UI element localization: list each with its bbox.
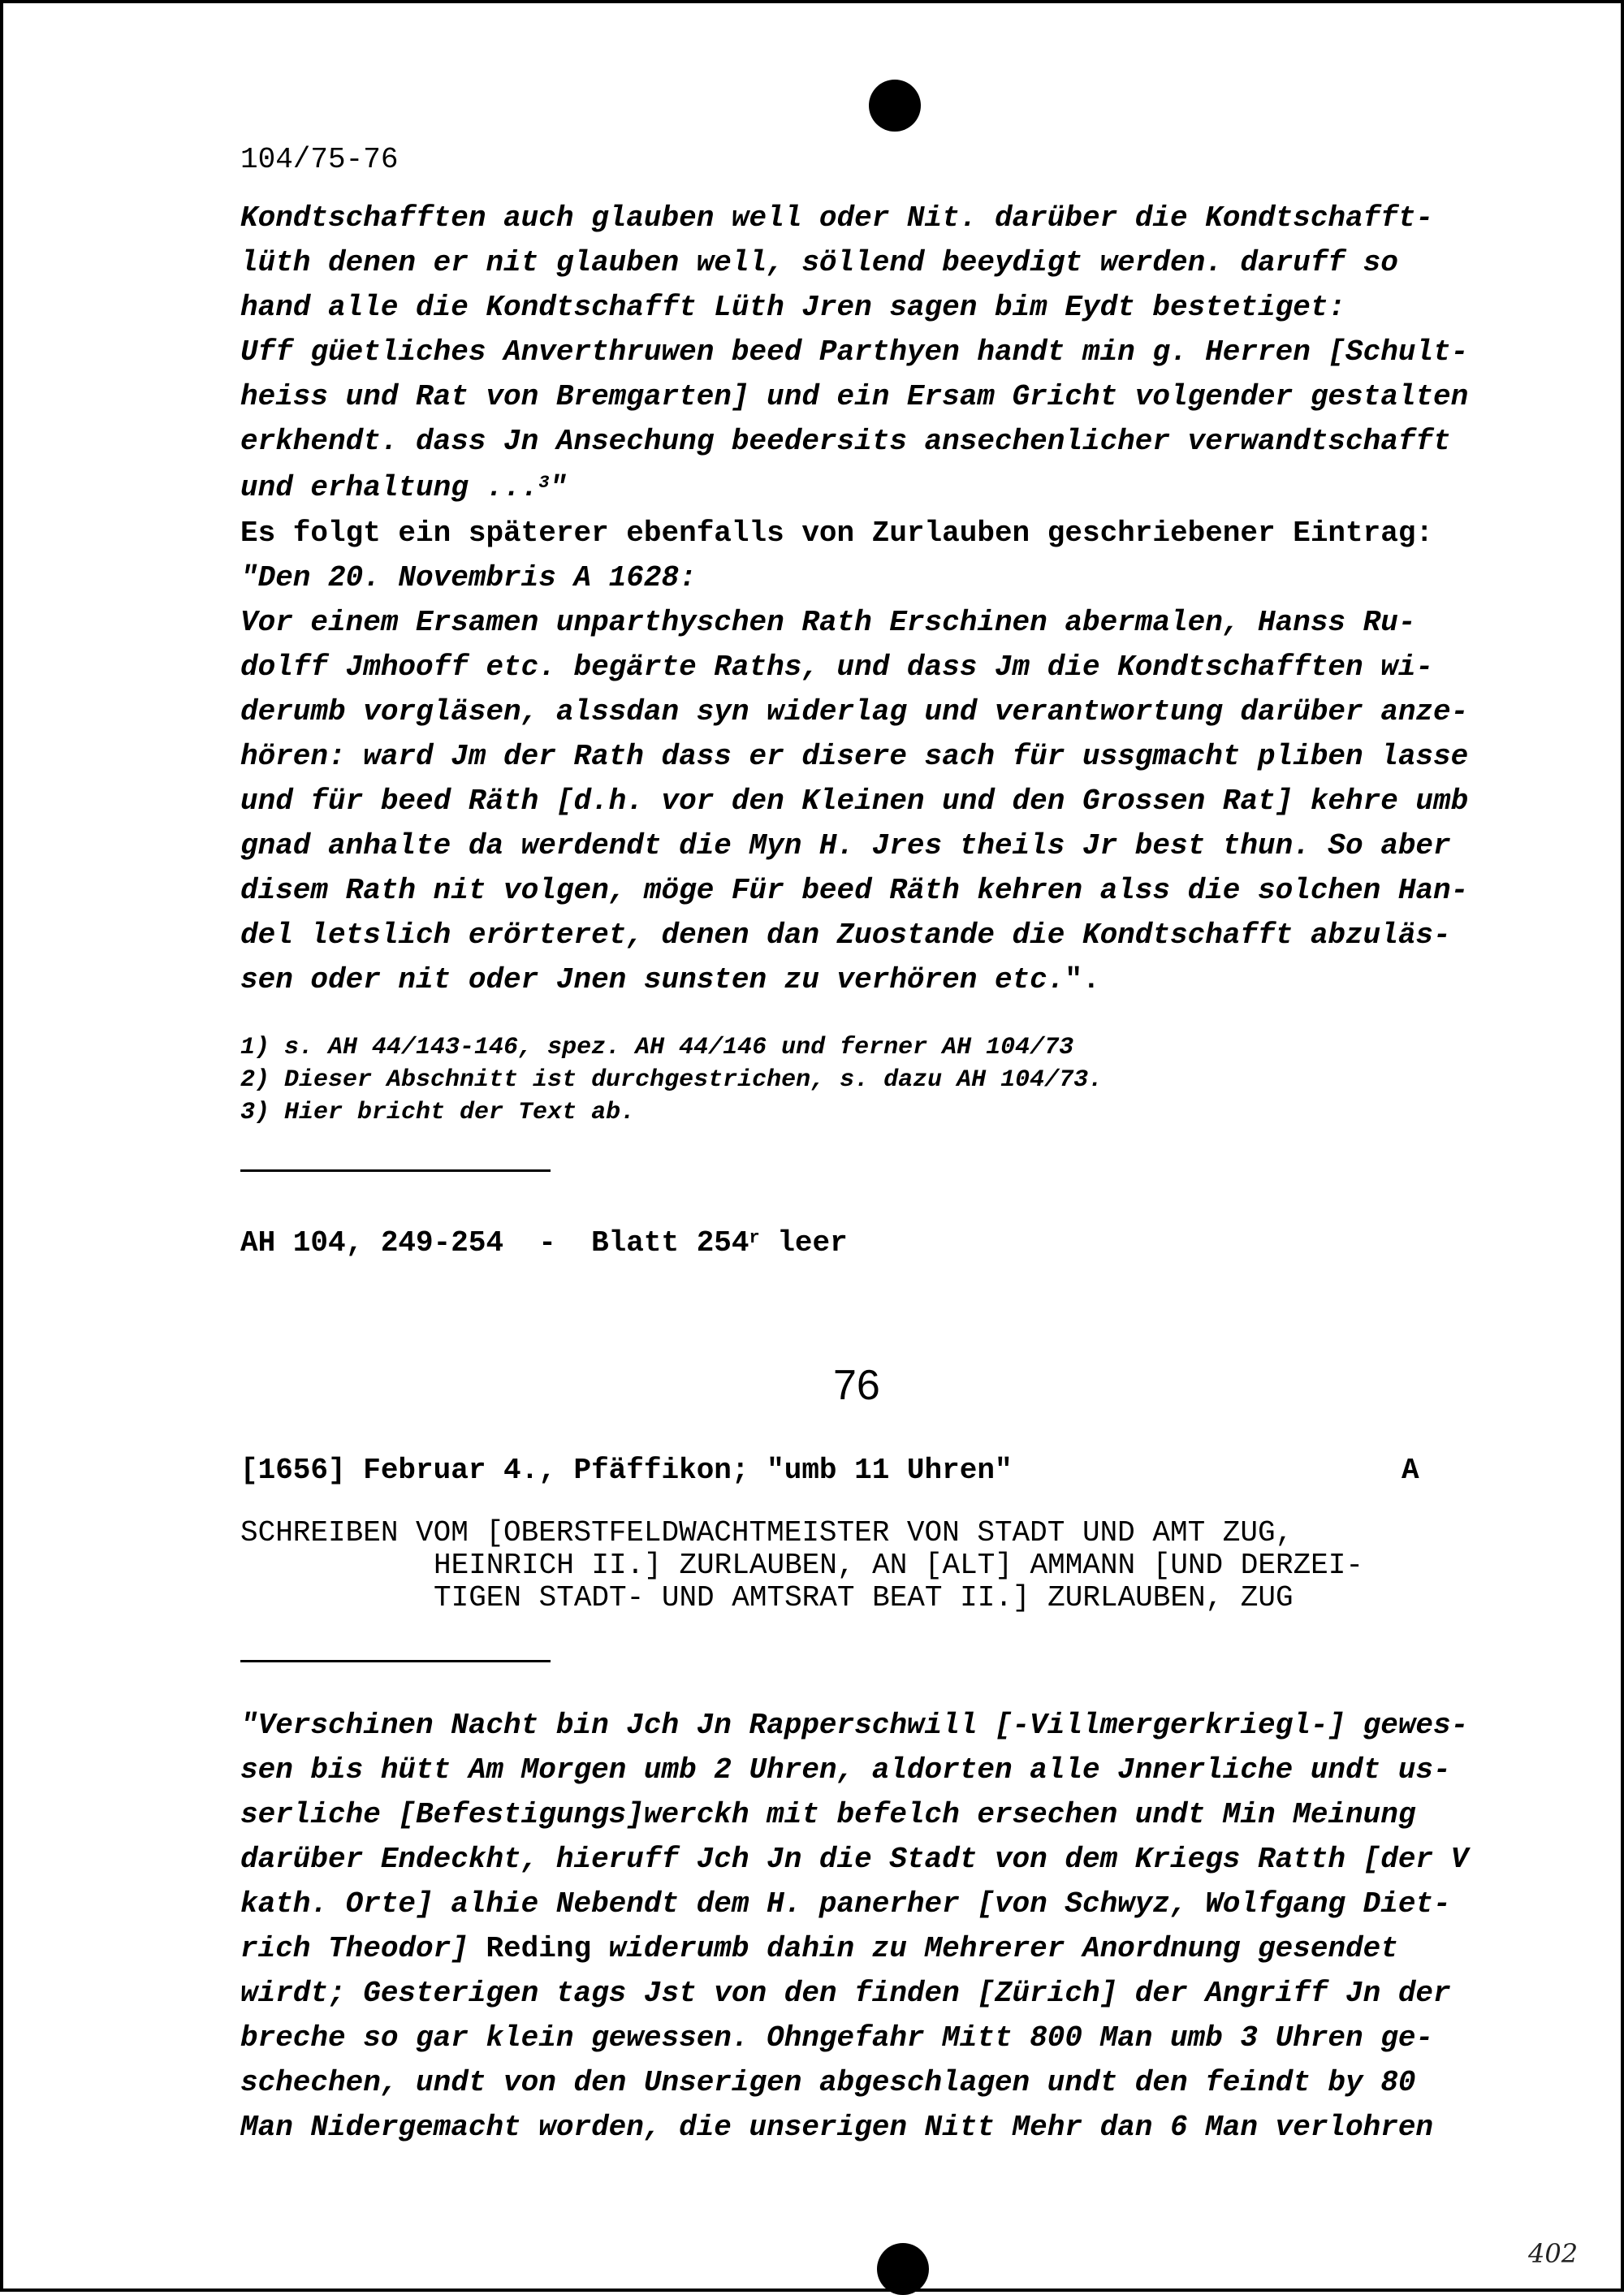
entry-line: disem Rath nit volgen, möge Für beed Räth kehren alss die solchen Han- <box>240 874 1469 907</box>
quote-line: heiss und Rat von Bremgarten] und ein Ersam Gricht volgender gestalten <box>240 380 1469 413</box>
letter-line: darüber Endeckht, hieruff Jch Jn die Stadt von dem Kriegs Ratth [der V <box>240 1843 1469 1876</box>
entry-close: ". <box>1065 963 1100 996</box>
letter-line: "Verschinen Nacht bin Jch Jn Rapperschwill [-Villmergerkriegl-] gewes- <box>240 1709 1469 1742</box>
letter-line: serliche [Befestigungs]werckh mit befelch ersechen undt Min Meinung <box>240 1798 1416 1831</box>
document-title-line: HEINRICH II.] ZURLAUBEN, AN [ALT] AMMANN [UND DERZEI- <box>434 1549 1363 1582</box>
entry-last-text: sen oder nit oder Jnen sunsten zu verhören etc. <box>240 963 1065 996</box>
punch-hole-top <box>869 80 921 132</box>
letter-line: sen bis hütt Am Morgen umb 2 Uhren, aldorten alle Jnnerliche undt us- <box>240 1753 1451 1787</box>
document-number: 76 <box>833 1362 880 1409</box>
document-title-line: SCHREIBEN VOM [OBERSTFELDWACHTMEISTER VON STADT UND AMT ZUG, <box>240 1516 1294 1549</box>
entry-line: Vor einem Ersamen unparthyschen Rath Erschinen abermalen, Hanss Ru- <box>240 606 1416 639</box>
quote-line: hand alle die Kondtschafft Lüth Jren sagen bim Eydt bestetiget: <box>240 291 1346 324</box>
entry-line: hören: ward Jm der Rath dass er disere sach für ussgmacht pliben lasse <box>240 740 1469 773</box>
letter-line: Man Nidergemacht worden, die unserigen Nitt Mehr dan 6 Man verlohren <box>240 2111 1434 2144</box>
entry-line: dolff Jmhooff etc. begärte Raths, und dass Jm die Kondtschafften wi- <box>240 650 1434 684</box>
separator-rule <box>240 1169 551 1172</box>
entry-line: del letslich erörteret, denen dan Zuostande die Kondtschafft abzuläs- <box>240 918 1451 952</box>
quote-line-last <box>240 466 567 510</box>
footnote-3: 3) Hier bricht der Text ab. <box>240 1099 636 1126</box>
letter-line <box>240 1927 1398 1971</box>
letter-line: breche so gar klein gewessen. Ohngefahr Mitt 800 Man umb 3 Uhren ge- <box>240 2021 1434 2055</box>
punch-hole-bottom <box>877 2243 929 2295</box>
letter-text: rich Theodor] <box>240 1932 486 1965</box>
quote-close: " <box>549 471 568 504</box>
entry-line-last <box>240 958 1100 1002</box>
source-text: AH 104, 249-254 - Blatt 254 <box>240 1226 749 1260</box>
entry-heading: "Den 20. Novembris A 1628: <box>240 561 697 594</box>
page-mark-handwritten: 402 <box>1528 2238 1579 2269</box>
footnote-ref-3: 3 <box>538 473 550 493</box>
quote-line: Uff güetliches Anverthruwen beed Parthyen handt min g. Herren [Schult- <box>240 335 1469 369</box>
page-reference: 104/75-76 <box>240 143 399 176</box>
document-title-line: TIGEN STADT- UND AMTSRAT BEAT II.] ZURLAUBEN, ZUG <box>434 1581 1294 1614</box>
date-line: [1656] Februar 4., Pfäffikon; "umb 11 Uhren" <box>240 1454 1013 1487</box>
editorial-note: Es folgt ein späterer ebenfalls von Zurlauben geschriebener Eintrag: <box>240 516 1434 550</box>
letter-text: widerumb dahin zu Mehrerer Anordnung gesendet <box>591 1932 1398 1965</box>
source-sup: r <box>749 1228 760 1248</box>
entry-line: und für beed Räth [d.h. vor den Kleinen und den Grossen Rat] kehre umb <box>240 784 1469 818</box>
quote-line: erkhendt. dass Jn Ansechung beedersits ansechenlicher verwandtschafft <box>240 425 1451 458</box>
footnote-2: 2) Dieser Abschnitt ist durchgestrichen, s. dazu AH 104/73. <box>240 1066 1104 1094</box>
footnote-1: 1) s. AH 44/143-146, spez. AH 44/146 und ferner AH 104/73 <box>240 1034 1074 1061</box>
class-mark: A <box>1402 1454 1419 1487</box>
separator-rule <box>240 1660 551 1662</box>
letter-line: wirdt; Gesterigen tags Jst von den finden [Zürich] der Angriff Jn der <box>240 1977 1451 2010</box>
entry-line: derumb vorgläsen, alssdan syn widerlag und verantwortung darüber anze- <box>240 695 1469 728</box>
letter-line: kath. Orte] alhie Nebendt dem H. panerher [von Schwyz, Wolfgang Diet- <box>240 1887 1451 1921</box>
quote-line: Kondtschafften auch glauben well oder Nit. darüber die Kondtschafft- <box>240 201 1434 235</box>
source-line <box>240 1221 848 1265</box>
source-tail: leer <box>759 1226 848 1260</box>
letter-line: schechen, undt von den Unserigen abgeschlagen undt den feindt by 80 <box>240 2066 1416 2099</box>
quote-line: lüth denen er nit glauben well, söllend beeydigt werden. daruff so <box>240 246 1398 279</box>
quote-last-text: und erhaltung ... <box>240 471 539 504</box>
entry-line: gnad anhalte da werdendt die Myn H. Jres theils Jr best thun. So aber <box>240 829 1451 862</box>
name-reding: Reding <box>486 1932 592 1965</box>
